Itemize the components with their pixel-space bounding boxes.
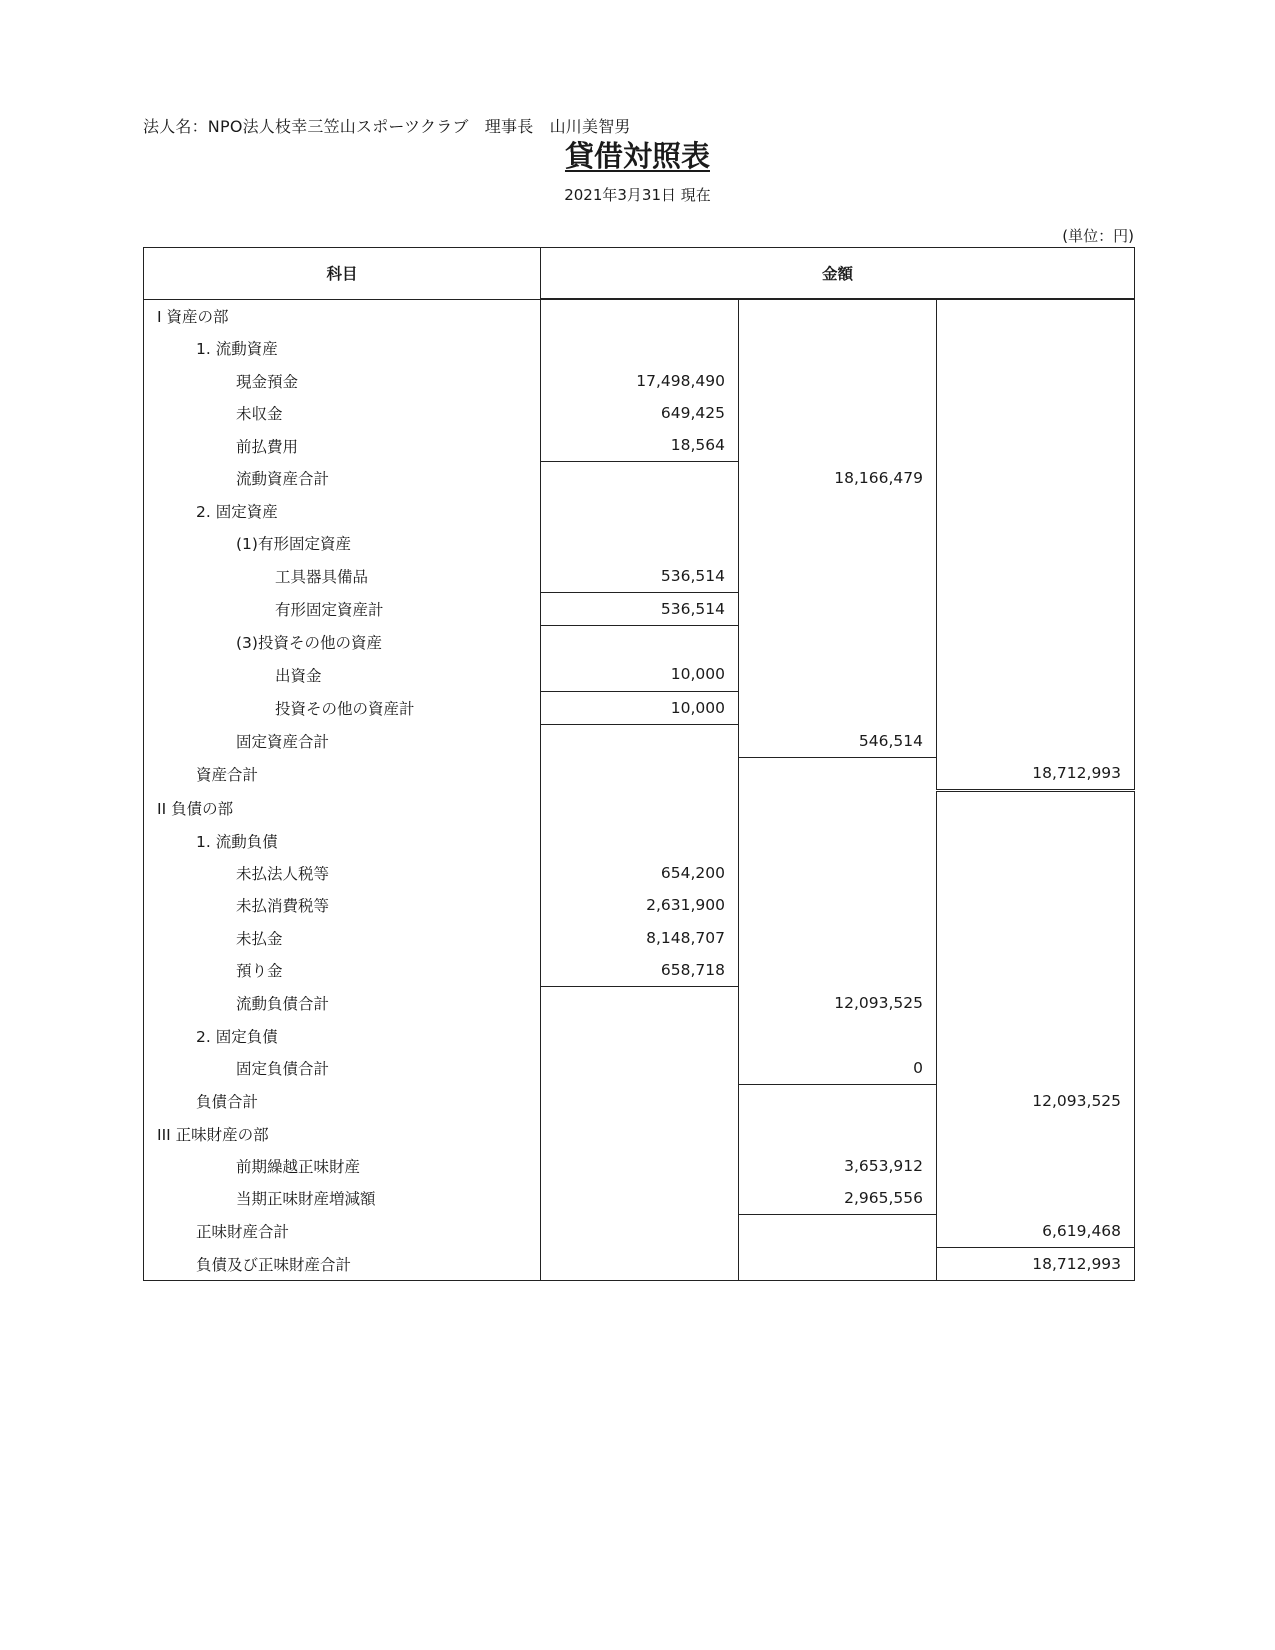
amount-column-header: 金額 [541,248,1135,300]
cell-detail: 536,514 [541,559,739,592]
cell-detail [541,1215,739,1248]
cell-subtotal [739,397,937,429]
cell-subtotal [739,1248,937,1281]
cell-detail: 17,498,490 [541,365,739,397]
table-row [144,1117,1135,1149]
table-row [144,1020,1135,1052]
cell-detail: 18,564 [541,429,739,462]
row-label: 出資金 [144,658,541,691]
table-row [144,724,1135,757]
cell-detail: 654,200 [541,857,739,889]
table-row [144,1150,1135,1182]
cell-total [937,592,1135,625]
cell-subtotal: 2,965,556 [739,1182,937,1215]
cell-subtotal [739,889,937,921]
cell-subtotal [739,559,937,592]
cell-total [937,1182,1135,1215]
row-label: 固定負債合計 [144,1052,541,1085]
row-label: 1. 流動資産 [144,332,541,364]
cell-detail [541,1052,739,1085]
table-row [144,825,1135,857]
row-label: 投資その他の資産計 [144,691,541,724]
row-label: II 負債の部 [144,791,541,825]
cell-detail [541,1150,739,1182]
table-row [144,527,1135,559]
cell-detail: 2,631,900 [541,889,739,921]
table-row [144,495,1135,527]
row-label: 有形固定資産計 [144,592,541,625]
cell-total [937,987,1135,1020]
balance-sheet-table [143,247,1135,1281]
cell-subtotal [739,954,937,987]
cell-subtotal: 12,093,525 [739,987,937,1020]
cell-total [937,1150,1135,1182]
cell-total [937,954,1135,987]
table-row [144,1085,1135,1118]
cell-detail [541,1020,739,1052]
cell-total [937,791,1135,825]
cell-subtotal [739,495,937,527]
cell-total [937,825,1135,857]
cell-detail [541,1085,739,1118]
cell-total [937,724,1135,757]
cell-subtotal [739,1085,937,1118]
cell-total [937,889,1135,921]
cell-subtotal [739,299,937,332]
cell-detail [541,625,739,658]
cell-total [937,658,1135,691]
table-row [144,462,1135,495]
row-label: 前払費用 [144,429,541,462]
cell-detail: 8,148,707 [541,922,739,954]
row-label: 未払法人税等 [144,857,541,889]
cell-total [937,922,1135,954]
row-label: 現金預金 [144,365,541,397]
cell-total [937,527,1135,559]
table-row [144,658,1135,691]
cell-subtotal [739,857,937,889]
cell-detail: 10,000 [541,691,739,724]
table-row [144,954,1135,987]
row-label: 流動資産合計 [144,462,541,495]
cell-subtotal [739,757,937,791]
row-label: (3)投資その他の資産 [144,625,541,658]
cell-detail [541,987,739,1020]
cell-subtotal [739,691,937,724]
row-label: 未払金 [144,922,541,954]
cell-detail [541,495,739,527]
cell-total [937,429,1135,462]
cell-total: 18,712,993 [937,1248,1135,1281]
cell-detail: 658,718 [541,954,739,987]
row-label: 未収金 [144,397,541,429]
table-row [144,857,1135,889]
as-of-date: 2021年3月31日 現在 [564,186,711,204]
table-row [144,397,1135,429]
cell-total: 6,619,468 [937,1215,1135,1248]
cell-subtotal: 3,653,912 [739,1150,937,1182]
table-header-row [144,248,1135,300]
row-label: 2. 固定負債 [144,1020,541,1052]
unit-note: (単位：円) [1062,227,1134,245]
row-label: (1)有形固定資産 [144,527,541,559]
cell-detail: 10,000 [541,658,739,691]
table-row [144,889,1135,921]
cell-total [937,332,1135,364]
table-row [144,1215,1135,1248]
table-row [144,987,1135,1020]
row-label: 資産合計 [144,757,541,791]
table-row [144,625,1135,658]
cell-total [937,691,1135,724]
cell-total [937,1117,1135,1149]
cell-total [937,1052,1135,1085]
corporation-name: 法人名：NPO法人枝幸三笠山スポーツクラブ 理事長 山川美智男 [143,117,631,136]
row-label: 流動負債合計 [144,987,541,1020]
table-row [144,1248,1135,1281]
cell-total [937,625,1135,658]
cell-subtotal [739,625,937,658]
cell-detail [541,1182,739,1215]
cell-total [937,397,1135,429]
document-title: 貸借対照表 [564,139,710,173]
cell-detail [541,791,739,825]
cell-detail [541,724,739,757]
cell-total [937,462,1135,495]
table-row [144,1052,1135,1085]
row-label: 負債及び正味財産合計 [144,1248,541,1281]
cell-total [937,857,1135,889]
cell-subtotal [739,592,937,625]
row-label: 工具器具備品 [144,559,541,592]
table-row [144,429,1135,462]
row-label: 当期正味財産増減額 [144,1182,541,1215]
cell-subtotal: 546,514 [739,724,937,757]
cell-subtotal [739,332,937,364]
cell-detail [541,527,739,559]
cell-detail [541,462,739,495]
cell-detail [541,299,739,332]
table-row [144,791,1135,825]
cell-total [937,495,1135,527]
table-row [144,592,1135,625]
cell-detail [541,1248,739,1281]
cell-subtotal [739,922,937,954]
table-row [144,299,1135,332]
table-row [144,922,1135,954]
cell-detail [541,1117,739,1149]
table-row [144,1182,1135,1215]
row-label: III 正味財産の部 [144,1117,541,1149]
table-row [144,559,1135,592]
cell-detail: 536,514 [541,592,739,625]
row-label: I 資産の部 [144,299,541,332]
table-row [144,691,1135,724]
cell-subtotal [739,825,937,857]
cell-subtotal [739,791,937,825]
row-label: 前期繰越正味財産 [144,1150,541,1182]
row-label: 2. 固定資産 [144,495,541,527]
cell-subtotal: 18,166,479 [739,462,937,495]
table-row [144,332,1135,364]
table-row [144,757,1135,791]
row-label: 未払消費税等 [144,889,541,921]
cell-total: 18,712,993 [937,757,1135,791]
row-label: 負債合計 [144,1085,541,1118]
cell-subtotal: 0 [739,1052,937,1085]
cell-detail: 649,425 [541,397,739,429]
row-label: 1. 流動負債 [144,825,541,857]
cell-subtotal [739,1215,937,1248]
table-row [144,365,1135,397]
cell-subtotal [739,1117,937,1149]
cell-total: 12,093,525 [937,1085,1135,1118]
cell-detail [541,757,739,791]
cell-subtotal [739,1020,937,1052]
row-label: 預り金 [144,954,541,987]
cell-total [937,559,1135,592]
cell-total [937,1020,1135,1052]
cell-subtotal [739,527,937,559]
cell-detail [541,825,739,857]
cell-total [937,299,1135,332]
cell-subtotal [739,658,937,691]
cell-subtotal [739,429,937,462]
cell-subtotal [739,365,937,397]
cell-total [937,365,1135,397]
row-label: 正味財産合計 [144,1215,541,1248]
row-label: 固定資産合計 [144,724,541,757]
item-column-header: 科目 [144,248,541,300]
cell-detail [541,332,739,364]
